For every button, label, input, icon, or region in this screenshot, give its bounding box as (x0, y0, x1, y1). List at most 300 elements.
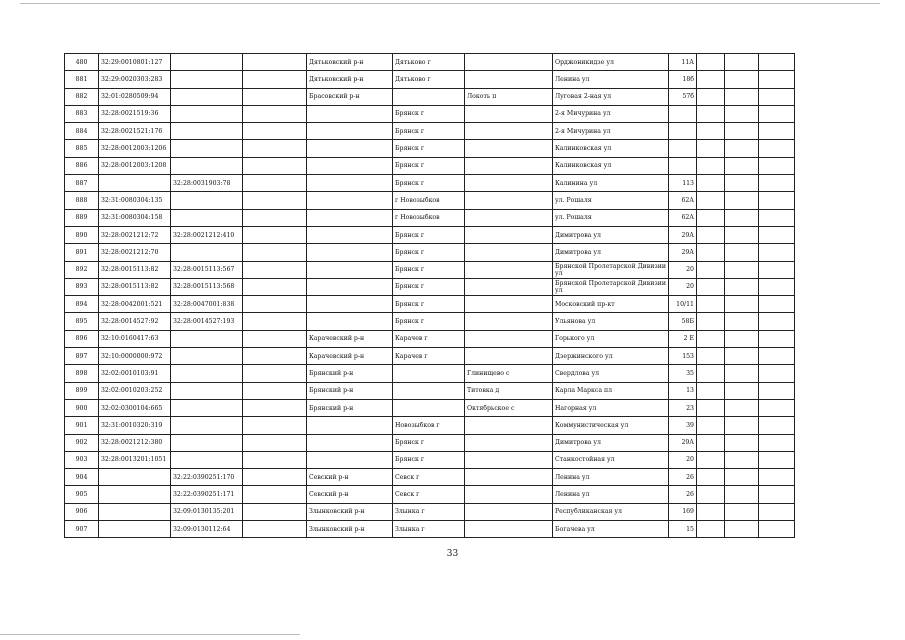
cell-street: Димитрова ул (553, 434, 669, 451)
cell-building (697, 209, 725, 226)
cell-building (697, 296, 725, 313)
cell-region (243, 192, 307, 209)
cell-house: 20 (669, 261, 697, 278)
cell-city: Брянск г (393, 123, 465, 140)
cell-street: 2-я Мичурина ул (553, 105, 669, 122)
cell-settlement (465, 434, 553, 451)
cell-cadastral-number (99, 503, 171, 520)
cell-row-number: 886 (65, 157, 99, 174)
cell-cadastral-number: 32:29:0010801:127 (99, 54, 171, 71)
cell-region (243, 71, 307, 88)
cell-row-number: 907 (65, 521, 99, 538)
cell-house: 10/11 (669, 296, 697, 313)
cell-region (243, 123, 307, 140)
cell-region (243, 486, 307, 503)
cell-building-cadastral-number: 32:28:0015113:568 (171, 278, 243, 295)
cell-city (393, 382, 465, 399)
cell-region (243, 157, 307, 174)
cell-building-cadastral-number (171, 365, 243, 382)
cell-cadastral-number: 32:02:0010203:252 (99, 382, 171, 399)
cell-extra-2 (759, 382, 795, 399)
cell-building-cadastral-number (171, 105, 243, 122)
cell-region (243, 88, 307, 105)
cell-extra-1 (725, 486, 759, 503)
cell-cadastral-number (99, 469, 171, 486)
table-row (65, 140, 795, 157)
cell-extra-1 (725, 296, 759, 313)
table-row (65, 261, 795, 278)
cell-extra-1 (725, 434, 759, 451)
cell-house (669, 105, 697, 122)
cell-extra-2 (759, 469, 795, 486)
cell-extra-1 (725, 330, 759, 347)
cell-building (697, 244, 725, 261)
table-row (65, 330, 795, 347)
cell-street: Дзержинского ул (553, 348, 669, 365)
cell-region (243, 330, 307, 347)
cell-building (697, 123, 725, 140)
cell-city: Брянск г (393, 226, 465, 243)
cell-cadastral-number: 32:28:0014527:92 (99, 313, 171, 330)
cell-extra-2 (759, 330, 795, 347)
cell-settlement (465, 330, 553, 347)
cell-building (697, 88, 725, 105)
cell-region (243, 209, 307, 226)
cell-settlement: Титовка д (465, 382, 553, 399)
cell-cadastral-number (99, 175, 171, 192)
cell-cadastral-number: 32:28:0021212:70 (99, 244, 171, 261)
cell-house: 26 (669, 469, 697, 486)
cell-house: 18б (669, 71, 697, 88)
cell-cadastral-number: 32:28:0012003:1206 (99, 140, 171, 157)
cell-extra-1 (725, 451, 759, 468)
cell-extra-1 (725, 54, 759, 71)
table-row (65, 71, 795, 88)
cell-settlement: Локоть п (465, 88, 553, 105)
cell-building (697, 278, 725, 295)
cell-region (243, 244, 307, 261)
cell-building (697, 313, 725, 330)
cell-building (697, 140, 725, 157)
cell-region (243, 348, 307, 365)
cell-district (307, 278, 393, 295)
cell-row-number: 898 (65, 365, 99, 382)
cell-district (307, 157, 393, 174)
cell-house: 35 (669, 365, 697, 382)
cell-region (243, 417, 307, 434)
cell-extra-1 (725, 503, 759, 520)
cell-district: Дятьковский р-н (307, 71, 393, 88)
cell-street: Нагорная ул (553, 399, 669, 416)
table-row (65, 503, 795, 520)
cell-city: Брянск г (393, 140, 465, 157)
cell-district (307, 313, 393, 330)
cell-building-cadastral-number: 32:28:0031903:78 (171, 175, 243, 192)
cell-row-number: 883 (65, 105, 99, 122)
cell-street: Московский пр-кт (553, 296, 669, 313)
cell-city (393, 399, 465, 416)
cell-building (697, 417, 725, 434)
cell-row-number: 882 (65, 88, 99, 105)
cell-cadastral-number: 32:02:0010103:91 (99, 365, 171, 382)
cell-building-cadastral-number: 32:28:0021212:410 (171, 226, 243, 243)
cell-building (697, 348, 725, 365)
cell-street: Станкостойная ул (553, 451, 669, 468)
cell-extra-2 (759, 226, 795, 243)
cell-street: Орджоникидзе ул (553, 54, 669, 71)
cell-settlement (465, 244, 553, 261)
table-row (65, 399, 795, 416)
cell-building (697, 434, 725, 451)
cell-extra-1 (725, 261, 759, 278)
bottom-scan-rule (0, 634, 300, 635)
cell-city: Брянск г (393, 451, 465, 468)
cell-house (669, 157, 697, 174)
cell-region (243, 105, 307, 122)
cell-building (697, 469, 725, 486)
cell-district (307, 123, 393, 140)
cell-building-cadastral-number (171, 192, 243, 209)
cell-cadastral-number: 32:02:0300104:665 (99, 399, 171, 416)
cell-extra-2 (759, 365, 795, 382)
cell-street: Ленина ул (553, 469, 669, 486)
cell-building-cadastral-number (171, 348, 243, 365)
cell-district (307, 261, 393, 278)
cell-row-number: 891 (65, 244, 99, 261)
cell-extra-1 (725, 521, 759, 538)
cell-row-number: 904 (65, 469, 99, 486)
cell-house: 20 (669, 451, 697, 468)
cell-settlement (465, 486, 553, 503)
cell-building (697, 521, 725, 538)
cell-cadastral-number: 32:28:0021519:36 (99, 105, 171, 122)
cell-settlement (465, 521, 553, 538)
cell-cadastral-number: 32:28:0042001:521 (99, 296, 171, 313)
cell-extra-2 (759, 123, 795, 140)
cell-building (697, 192, 725, 209)
cell-cadastral-number: 32:31:0080304:158 (99, 209, 171, 226)
cell-row-number: 888 (65, 192, 99, 209)
cell-district: Злынковский р-н (307, 521, 393, 538)
table-row (65, 382, 795, 399)
cell-extra-2 (759, 209, 795, 226)
cell-street: Димитрова ул (553, 226, 669, 243)
table-row (65, 313, 795, 330)
cell-row-number: 906 (65, 503, 99, 520)
cell-row-number: 903 (65, 451, 99, 468)
table-row (65, 175, 795, 192)
cell-district: Брасовский р-н (307, 88, 393, 105)
cell-district: Карачевский р-н (307, 330, 393, 347)
cell-region (243, 503, 307, 520)
cell-street: Ульянова ул (553, 313, 669, 330)
cell-street: ул. Рошаля (553, 209, 669, 226)
cell-row-number: 897 (65, 348, 99, 365)
cell-street: Ленина ул (553, 71, 669, 88)
cell-row-number: 895 (65, 313, 99, 330)
cell-extra-2 (759, 313, 795, 330)
cell-district: Брянский р-н (307, 399, 393, 416)
cell-settlement (465, 226, 553, 243)
cell-settlement (465, 54, 553, 71)
cell-street: Калинина ул (553, 175, 669, 192)
cell-settlement: Октябрьское с (465, 399, 553, 416)
table-row (65, 521, 795, 538)
cell-house: 15 (669, 521, 697, 538)
cell-city: Брянск г (393, 434, 465, 451)
cell-extra-1 (725, 469, 759, 486)
cell-cadastral-number: 32:28:0021521:176 (99, 123, 171, 140)
table-row (65, 451, 795, 468)
cell-extra-2 (759, 486, 795, 503)
cell-cadastral-number (99, 486, 171, 503)
cell-building (697, 157, 725, 174)
cell-street: 2-я Мичурина ул (553, 123, 669, 140)
cell-building (697, 382, 725, 399)
cell-house: 169 (669, 503, 697, 520)
cell-extra-2 (759, 434, 795, 451)
cell-city: Брянск г (393, 313, 465, 330)
cell-building-cadastral-number (171, 88, 243, 105)
page-number: 33 (446, 549, 459, 559)
table-row (65, 469, 795, 486)
cell-street: Калинковская ул (553, 140, 669, 157)
cell-extra-1 (725, 313, 759, 330)
cell-building (697, 54, 725, 71)
cell-region (243, 296, 307, 313)
cell-extra-2 (759, 105, 795, 122)
cell-street: Калинковская ул (553, 157, 669, 174)
cell-street: Димитрова ул (553, 244, 669, 261)
cell-house (669, 123, 697, 140)
cell-building (697, 175, 725, 192)
table-row (65, 157, 795, 174)
cell-cadastral-number: 32:28:0021212:72 (99, 226, 171, 243)
cell-building-cadastral-number (171, 434, 243, 451)
cell-city: Дятьково г (393, 54, 465, 71)
cell-settlement (465, 451, 553, 468)
cell-street: Республиканская ул (553, 503, 669, 520)
cell-row-number: 885 (65, 140, 99, 157)
cell-settlement (465, 209, 553, 226)
cell-extra-2 (759, 88, 795, 105)
cell-row-number: 892 (65, 261, 99, 278)
cell-building-cadastral-number: 32:28:0014527:193 (171, 313, 243, 330)
cell-building (697, 226, 725, 243)
cell-street: Свердлова ул (553, 365, 669, 382)
cell-extra-1 (725, 192, 759, 209)
cell-settlement (465, 105, 553, 122)
cell-house: 23 (669, 399, 697, 416)
cell-house: 29А (669, 226, 697, 243)
cell-extra-1 (725, 417, 759, 434)
cell-cadastral-number: 32:31:0080304:135 (99, 192, 171, 209)
cell-building-cadastral-number (171, 157, 243, 174)
cell-street: ул. Рошаля (553, 192, 669, 209)
cell-region (243, 434, 307, 451)
cell-street: Богачева ул (553, 521, 669, 538)
cell-cadastral-number: 32:28:0015113:82 (99, 261, 171, 278)
cell-extra-2 (759, 192, 795, 209)
cell-city: Брянск г (393, 244, 465, 261)
cell-region (243, 278, 307, 295)
table-row (65, 486, 795, 503)
table-row (65, 88, 795, 105)
cell-extra-2 (759, 278, 795, 295)
cell-extra-1 (725, 209, 759, 226)
cell-extra-1 (725, 226, 759, 243)
cell-building-cadastral-number (171, 451, 243, 468)
cell-building-cadastral-number (171, 330, 243, 347)
cell-settlement: Глинищево с (465, 365, 553, 382)
cell-region (243, 521, 307, 538)
cell-house: 57б (669, 88, 697, 105)
cell-settlement (465, 123, 553, 140)
cell-city: Брянск г (393, 278, 465, 295)
cell-building-cadastral-number (171, 140, 243, 157)
cell-row-number: 893 (65, 278, 99, 295)
cell-row-number: 902 (65, 434, 99, 451)
cell-city: Севск г (393, 469, 465, 486)
cell-building-cadastral-number (171, 399, 243, 416)
cell-extra-2 (759, 261, 795, 278)
cell-row-number: 884 (65, 123, 99, 140)
cell-cadastral-number: 32:28:0021212:380 (99, 434, 171, 451)
cell-settlement (465, 278, 553, 295)
cell-settlement (465, 192, 553, 209)
cell-row-number: 887 (65, 175, 99, 192)
cell-extra-1 (725, 244, 759, 261)
cell-settlement (465, 71, 553, 88)
cell-extra-2 (759, 417, 795, 434)
cell-district: Злынковский р-н (307, 503, 393, 520)
table-row (65, 244, 795, 261)
cell-settlement (465, 417, 553, 434)
cell-extra-1 (725, 88, 759, 105)
cell-district (307, 209, 393, 226)
cell-building (697, 399, 725, 416)
cell-house: 62А (669, 192, 697, 209)
cell-building (697, 105, 725, 122)
cell-district: Севский р-н (307, 469, 393, 486)
cell-settlement (465, 261, 553, 278)
cell-city: Брянск г (393, 261, 465, 278)
cell-extra-1 (725, 399, 759, 416)
cell-district (307, 451, 393, 468)
cell-building (697, 503, 725, 520)
cell-extra-2 (759, 521, 795, 538)
table-row (65, 278, 795, 295)
cell-city: Дятьково г (393, 71, 465, 88)
cell-building-cadastral-number: 32:09:0130112:64 (171, 521, 243, 538)
cell-district (307, 296, 393, 313)
cell-house: 39 (669, 417, 697, 434)
cell-extra-2 (759, 244, 795, 261)
cell-region (243, 399, 307, 416)
cell-building-cadastral-number (171, 71, 243, 88)
cell-building-cadastral-number (171, 417, 243, 434)
cell-street: Брянской Пролетарской Дивизии ул (553, 261, 669, 278)
cell-extra-2 (759, 296, 795, 313)
cell-region (243, 261, 307, 278)
cell-region (243, 451, 307, 468)
cell-district (307, 140, 393, 157)
cell-extra-1 (725, 140, 759, 157)
cell-house: 20 (669, 278, 697, 295)
cell-extra-1 (725, 382, 759, 399)
cell-cadastral-number: 32:01:0280509:94 (99, 88, 171, 105)
cell-row-number: 890 (65, 226, 99, 243)
table-row (65, 296, 795, 313)
cell-extra-1 (725, 123, 759, 140)
cell-house: 62А (669, 209, 697, 226)
table-row (65, 192, 795, 209)
cell-extra-2 (759, 348, 795, 365)
cell-building-cadastral-number (171, 244, 243, 261)
table-row (65, 348, 795, 365)
cell-cadastral-number: 32:10:0000000:972 (99, 348, 171, 365)
cell-district (307, 417, 393, 434)
cell-row-number: 899 (65, 382, 99, 399)
cell-settlement (465, 313, 553, 330)
cell-extra-2 (759, 503, 795, 520)
cell-region (243, 54, 307, 71)
cell-district: Дятьковский р-н (307, 54, 393, 71)
cell-district (307, 434, 393, 451)
cell-district (307, 175, 393, 192)
table-row (65, 365, 795, 382)
cell-city (393, 88, 465, 105)
cell-row-number: 894 (65, 296, 99, 313)
table-row (65, 123, 795, 140)
cell-building (697, 365, 725, 382)
cell-district: Карачевский р-н (307, 348, 393, 365)
top-scan-rule (20, 3, 880, 4)
cell-building-cadastral-number: 32:09:0130135:201 (171, 503, 243, 520)
cell-building-cadastral-number (171, 382, 243, 399)
cell-city: г Новозыбков (393, 209, 465, 226)
cell-district: Брянский р-н (307, 365, 393, 382)
cell-city: Брянск г (393, 105, 465, 122)
cell-building (697, 451, 725, 468)
cell-region (243, 469, 307, 486)
cell-extra-2 (759, 399, 795, 416)
cell-extra-2 (759, 140, 795, 157)
cell-row-number: 900 (65, 399, 99, 416)
register-table (64, 53, 795, 538)
cell-cadastral-number: 32:10:0160417:63 (99, 330, 171, 347)
cell-cadastral-number: 32:28:0013201:1051 (99, 451, 171, 468)
table-row (65, 417, 795, 434)
cell-region (243, 226, 307, 243)
cell-district: Севский р-н (307, 486, 393, 503)
cell-building-cadastral-number (171, 123, 243, 140)
cell-district (307, 244, 393, 261)
cell-city: Брянск г (393, 175, 465, 192)
cell-building-cadastral-number: 32:22:0390251:171 (171, 486, 243, 503)
cell-settlement (465, 503, 553, 520)
cell-region (243, 140, 307, 157)
cell-row-number: 901 (65, 417, 99, 434)
cell-house: 13 (669, 382, 697, 399)
cell-row-number: 896 (65, 330, 99, 347)
cell-street: Луговая 2-ная ул (553, 88, 669, 105)
cell-city: Карачев г (393, 348, 465, 365)
cell-district (307, 105, 393, 122)
cell-settlement (465, 157, 553, 174)
cell-cadastral-number: 32:31:0010320:319 (99, 417, 171, 434)
cell-cadastral-number: 32:28:0015113:82 (99, 278, 171, 295)
